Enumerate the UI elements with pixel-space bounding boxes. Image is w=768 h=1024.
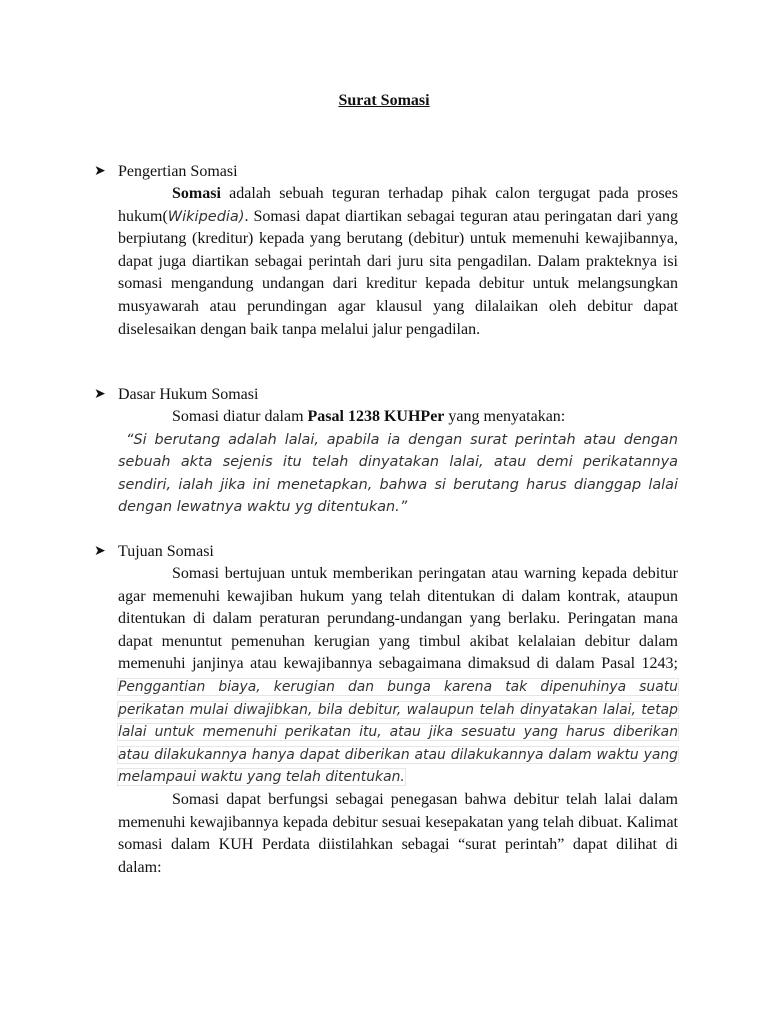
heading-text: Tujuan Somasi [118, 543, 214, 560]
section-pengertian [90, 161, 678, 341]
section-dasar-hukum [90, 384, 678, 519]
paragraph [90, 183, 678, 341]
paragraph-text: Somasi bertujuan untuk memberikan peringatan atau warning kepada debitur agar memenuhi kewajiban hukum yang telah ditentukan di dalam kontrak, ataupun ditentukan di dalam peraturan perundang-undangan yang berlaku. Peringatan mana dapat menuntut pemenuhan kerugian yang timbul akibat kelalaian debitur dalam memenuhi janjinya atau kewajibannya sebagaimana dimaksud di dalam Pasal 1243; [118, 565, 678, 673]
paragraph-text: Somasi diatur dalam [172, 408, 308, 425]
heading-text: Dasar Hukum Somasi [118, 386, 259, 403]
paragraph-text: yang menyatakan: [444, 408, 566, 425]
paragraph [90, 563, 678, 789]
paragraph: Somasi dapat berfungsi sebagai penegasan bahwa debitur telah lalai dalam memenuhi kewajibannya kepada debitur sesuai kesepakatan yang telah dibuat. Kalimat somasi dalam KUH Perdata diistilahkan sebagai “surat perintah” dapat dilihat di dalam: [118, 790, 678, 876]
paragraph-text: . Somasi dapat diartikan sebagai teguran atau peringatan dari yang berpiutang (kreditur) kepada yang berutang (debitur) untuk memenuhi kewajibannya, dapat juga diartikan sebagai perintah dari juru sita pengadilan. Dalam prakteknya isi somasi mengandung undangan dari kreditur kepada debitur untuk melangsungkan musyawarah atau perundingan agar klausul yang dilalaikan oleh debitur dapat diselesaikan dengan baik tanpa melalui jalur pengadilan. [118, 207, 678, 338]
paragraph-text: adalah sebuah teguran terhadap pihak calon tergugat pada proses hukum( [118, 185, 678, 225]
section-tujuan [90, 541, 678, 879]
bold-term: Somasi [172, 185, 221, 202]
heading-text: Pengertian Somasi [118, 163, 238, 180]
arrow-bullet-icon: ➤ [94, 387, 106, 402]
section-heading [90, 541, 678, 563]
pasal-1243-quote: Penggantian biaya, kerugian dan bunga karena tak dipenuhinya suatu perikatan mulai diwajibkan, bila debitur, walaupun telah dinyatakan lalai, tetap lalai untuk memenuhi perikatan itu, atau jika sesuatu yang harus diberikan atau dilakukannya hanya dapat diberikan atau dilakukannya dalam waktu yang melampaui waktu yang telah ditentukan. [118, 678, 678, 786]
bold-reference: Pasal 1238 KUHPer [307, 408, 445, 425]
paragraph [90, 406, 678, 429]
arrow-bullet-icon: ➤ [94, 164, 106, 179]
section-heading [90, 384, 678, 406]
section-heading [90, 161, 678, 183]
document-title: Surat Somasi [338, 92, 430, 109]
wikipedia-citation: Wikipedia) [167, 208, 245, 225]
arrow-bullet-icon: ➤ [94, 544, 106, 559]
legal-quote: “Si berutang adalah lalai, apabila ia dengan surat perintah atau dengan sebuah akta sejenis itu telah dinyatakan lalai, atau demi perikatannya sendiri, ialah jika ini menetapkan, bahwa si berutang harus dianggap lalai dengan lewatnya waktu yg ditentukan.” [118, 431, 678, 516]
